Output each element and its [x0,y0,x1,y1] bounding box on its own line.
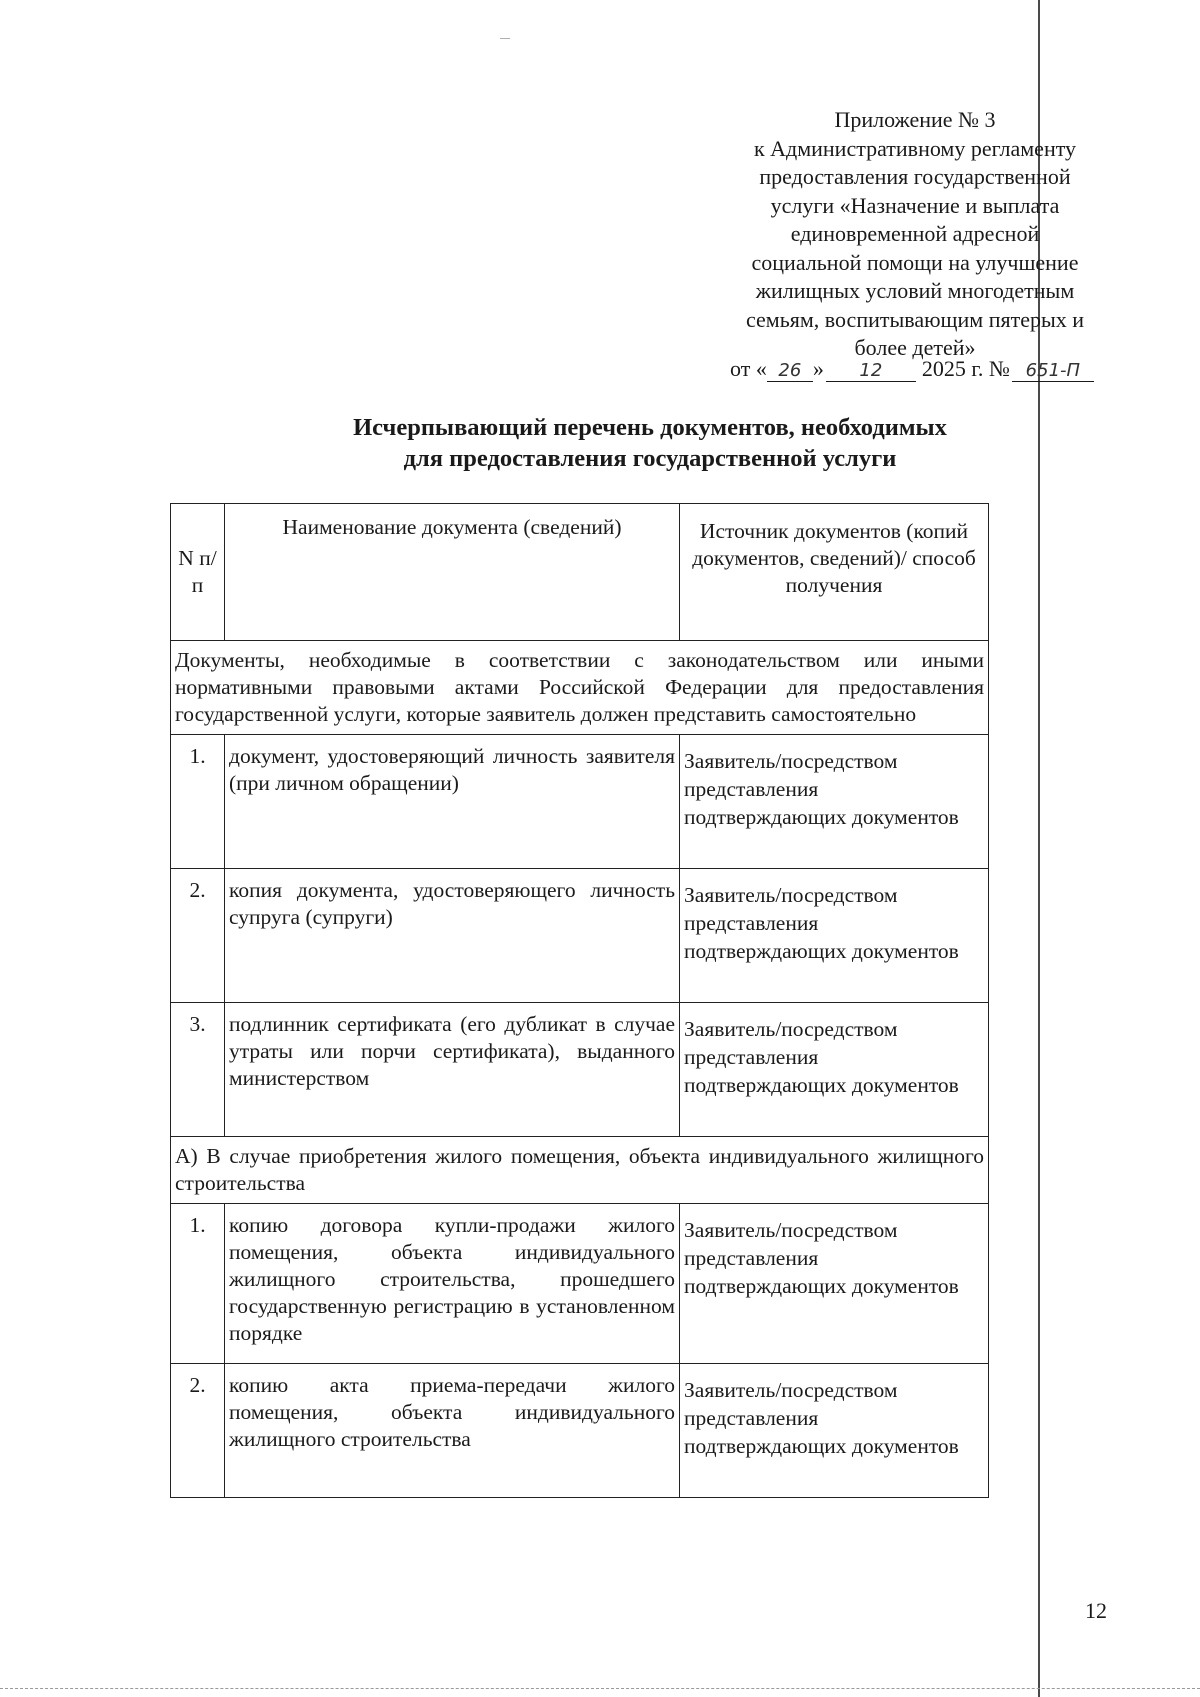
approval-date-line [730,356,1094,382]
row-document-name: подлинник сертификата (его дубликат в случае утраты или порчи сертификата), выданного министерством [225,1003,680,1137]
row-document-name: копия документа, удостоверяющего личность супруга (супруги) [225,869,680,1003]
date-separator: » [812,356,824,381]
appendix-header [705,106,1125,363]
documents-table [170,503,989,1498]
row-document-name: документ, удостоверяющий личность заявителя (при личном обращении) [225,735,680,869]
row-document-source: Заявитель/посредством представления подтверждающих документов [680,1003,989,1137]
table-row [171,869,989,1003]
appendix-line: услуги «Назначение и выплата [770,192,1060,218]
appendix-line: социальной помощи на улучшение [751,249,1079,275]
row-number: 2. [171,1364,225,1498]
header-document-source: Источник документов (копий документов, сведений)/ способ получения [680,504,989,641]
date-day-handwritten: 26 [767,360,813,382]
row-document-name: копию договора купли-продажи жилого помещения, объекта индивидуального жилищного строительства, прошедшего государственную регистрацию в установленном порядке [225,1204,680,1364]
appendix-line: семьям, воспитывающим пятерых и [745,306,1085,332]
title-line-2: для предоставления государственной услуги [403,445,897,472]
table-header-row [171,504,989,641]
row-document-source: Заявитель/посредством представления подтверждающих документов [680,735,989,869]
row-number: 1. [171,1204,225,1364]
document-title [200,412,1100,474]
scan-artifact-dash [500,38,510,39]
appendix-line: к Административному регламенту [753,135,1077,161]
row-document-source: Заявитель/посредством представления подтверждающих документов [680,869,989,1003]
appendix-line: единовременной адресной [790,221,1040,246]
row-number: 3. [171,1003,225,1137]
row-document-source: Заявитель/посредством представления подтверждающих документов [680,1364,989,1498]
header-document-name: Наименование документа (сведений) [225,504,680,641]
document-number-handwritten: 651-П [1012,360,1094,382]
table-row [171,1003,989,1137]
date-month-handwritten: 12 [826,360,916,382]
appendix-line: предоставления государственной [759,164,1071,189]
section-heading: А) В случае приобретения жилого помещения, объекта индивидуального жилищного строительства [171,1137,989,1204]
appendix-line: Приложение № 3 [834,107,996,132]
appendix-line: жилищных условий многодетным [755,278,1075,303]
date-prefix: от « [730,356,767,381]
row-number: 1. [171,735,225,869]
page-number: 12 [1085,1598,1107,1623]
table-row [171,1364,989,1498]
title-line-1: Исчерпывающий перечень документов, необходимых [353,414,947,441]
scan-artifact-bottom-line [0,1688,1200,1689]
table-row [171,735,989,869]
table-row [171,1204,989,1364]
section-row [171,641,989,735]
appendix-line: более детей» [854,335,976,360]
row-document-source: Заявитель/посредством представления подтверждающих документов [680,1204,989,1364]
date-year: 2025 г. № [921,356,1010,381]
section-row [171,1137,989,1204]
row-number: 2. [171,869,225,1003]
section-heading: Документы, необходимые в соответствии с законодательством или иными нормативными правовыми актами Российской Федерации для предоставления государственной услуги, которые заявитель должен представить самостоятельно [171,641,989,735]
header-number: N п/п [171,504,225,641]
row-document-name: копию акта приема-передачи жилого помещения, объекта индивидуального жилищного строительства [225,1364,680,1498]
